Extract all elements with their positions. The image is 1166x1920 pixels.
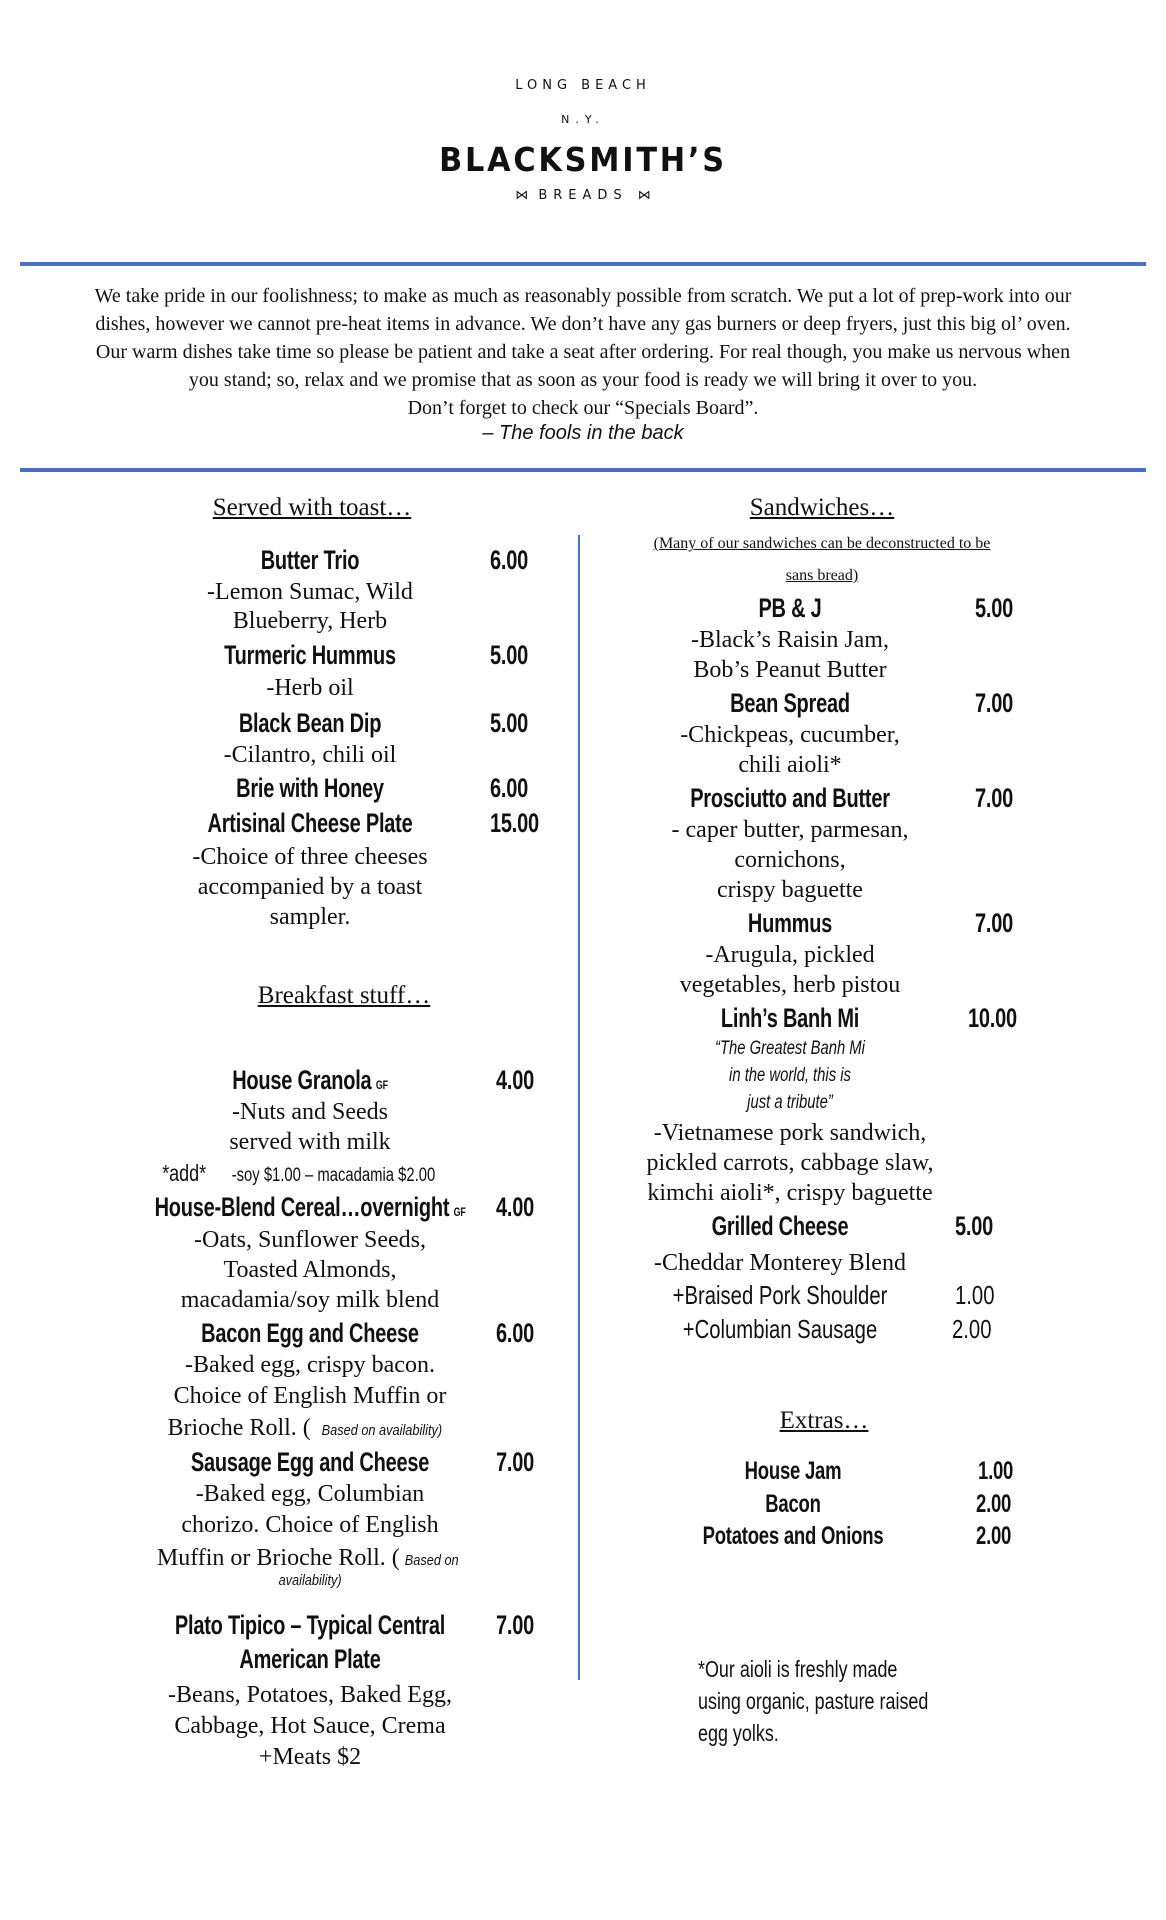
- logo-name: BLACKSMITH’S: [439, 140, 727, 179]
- sandwich-heading: Sandwiches…: [749, 494, 895, 521]
- extra-bacon-price: 2.00: [976, 1490, 1012, 1518]
- extra-house-jam-price: 1.00: [978, 1457, 1014, 1485]
- black-bean-price: 5.00: [490, 708, 529, 738]
- bacon-egg-desc-2: Choice of English Muffin or: [173, 1383, 447, 1409]
- sausage-egg-desc-1: -Baked egg, Columbian: [195, 1481, 425, 1507]
- plato-desc-1: -Beans, Potatoes, Baked Egg,: [168, 1682, 452, 1708]
- middle-divider: [20, 468, 1146, 472]
- banh-mi-desc-3: kimchi aioli*, crispy baguette: [647, 1180, 933, 1206]
- breakfast-heading: Breakfast stuff…: [257, 982, 431, 1009]
- intro-line-2: dishes, however we cannot pre-heat items in advance. We don’t have any gas burners or deep fryers, just this big ol’ oven.: [95, 313, 1071, 335]
- hummus-price: 7.00: [975, 908, 1014, 938]
- sandwich-note-1: (Many of our sandwiches can be deconstructed to be: [653, 535, 991, 552]
- prosciutto-price: 7.00: [975, 783, 1014, 813]
- intro-signature: – The fools in the back: [482, 422, 684, 444]
- granola-add-text: -soy $1.00 – macadamia $2.00: [231, 1165, 435, 1186]
- turmeric-name: Turmeric Hummus: [224, 640, 396, 670]
- pbj-price: 5.00: [975, 593, 1014, 623]
- grilled-cheese-desc: -Cheddar Monterey Blend: [654, 1250, 906, 1276]
- prosciutto-desc-1: - caper butter, parmesan,: [671, 817, 909, 843]
- bacon-egg-desc-3: [110, 1413, 510, 1446]
- aioli-footnote-1: *Our aioli is freshly made: [698, 1656, 898, 1682]
- granola-price: 4.00: [496, 1065, 535, 1095]
- grilled-cheese-addon-1: +Braised Pork Shoulder: [672, 1280, 888, 1310]
- sausage-egg-price: 7.00: [496, 1447, 535, 1477]
- bacon-egg-desc-3-text: Brioche Roll. (: [167, 1415, 311, 1441]
- logo-subtitle-text: BREADS: [538, 188, 628, 203]
- cereal-name: [155, 1192, 466, 1223]
- turmeric-desc: -Herb oil: [266, 675, 354, 701]
- bean-spread-price: 7.00: [975, 688, 1014, 718]
- logo-state: N.Y.: [561, 113, 605, 126]
- prosciutto-desc-2: cornichons,: [734, 847, 846, 873]
- prosciutto-desc-3: crispy baguette: [717, 877, 863, 903]
- grilled-cheese-addon-1-price: 1.00: [955, 1280, 995, 1310]
- cereal-name-text: House-Blend Cereal…overnight: [154, 1192, 450, 1222]
- banh-mi-quote-2: in the world, this is: [729, 1065, 851, 1086]
- grilled-cheese-addon-2-price: 2.00: [952, 1314, 992, 1344]
- plato-desc-2: Cabbage, Hot Sauce, Crema: [174, 1713, 446, 1739]
- extras-heading: Extras…: [779, 1407, 869, 1434]
- prosciutto-name: Prosciutto and Butter: [690, 783, 890, 813]
- grilled-cheese-addon-2: +Columbian Sausage: [682, 1314, 878, 1344]
- granola-desc-2: served with milk: [229, 1129, 391, 1155]
- plato-name-a: Plato Tipico – Typical Central: [174, 1610, 446, 1640]
- banh-mi-name: Linh’s Banh Mi: [720, 1003, 860, 1033]
- banh-mi-quote-3: just a tribute”: [747, 1092, 833, 1113]
- bowtie-left-icon: ⋈: [515, 188, 529, 203]
- bean-spread-name: Bean Spread: [730, 688, 850, 718]
- extra-bacon-name: Bacon: [765, 1490, 821, 1518]
- cereal-gf-badge: GF: [453, 1205, 466, 1219]
- hummus-name: Hummus: [747, 908, 833, 938]
- cheese-plate-desc-1: -Choice of three cheeses: [192, 844, 428, 870]
- butter-trio-desc-1: -Lemon Sumac, Wild: [207, 579, 413, 605]
- aioli-footnote-2: using organic, pasture raised: [698, 1688, 929, 1714]
- banh-mi-desc-2: pickled carrots, cabbage slaw,: [646, 1150, 934, 1176]
- granola-addons: [110, 1160, 510, 1187]
- intro-line-1: We take pride in our foolishness; to make as much as reasonably possible from scratch. We put a lot of prep-work into our: [94, 285, 1072, 307]
- extra-potatoes-price: 2.00: [976, 1522, 1012, 1550]
- bean-spread-desc-2: chili aioli*: [738, 752, 842, 778]
- banh-mi-quote-1: “The Greatest Banh Mi: [715, 1038, 865, 1059]
- butter-trio-name: Butter Trio: [260, 545, 360, 575]
- plato-price: 7.00: [496, 1610, 535, 1640]
- sausage-egg-desc-2: chorizo. Choice of English: [181, 1512, 439, 1538]
- top-divider: [20, 262, 1146, 266]
- grilled-cheese-name: Grilled Cheese: [711, 1211, 849, 1241]
- intro-line-3: Our warm dishes take time so please be patient and take a seat after ordering. For real though, you make us nervous when: [95, 341, 1071, 363]
- bacon-egg-price: 6.00: [496, 1318, 535, 1348]
- sausage-egg-availability-a: Based on: [404, 1552, 459, 1569]
- brie-name: Brie with Honey: [236, 773, 384, 803]
- cheese-plate-desc-3: sampler.: [269, 904, 351, 930]
- granola-add-label: *add*: [162, 1160, 207, 1186]
- bacon-egg-availability: Based on availability): [321, 1422, 442, 1439]
- cereal-desc-3: macadamia/soy milk blend: [180, 1287, 440, 1313]
- sandwich-note-2: sans bread): [785, 567, 859, 584]
- bacon-egg-name: Bacon Egg and Cheese: [201, 1318, 419, 1348]
- bean-spread-desc-1: -Chickpeas, cucumber,: [680, 722, 900, 748]
- banh-mi-desc-1: -Vietnamese pork sandwich,: [653, 1120, 927, 1146]
- column-divider: [578, 535, 580, 1680]
- cheese-plate-desc-2: accompanied by a toast: [197, 874, 423, 900]
- cheese-plate-name: Artisinal Cheese Plate: [207, 808, 413, 838]
- sausage-egg-availability-b-row: [110, 1572, 510, 1590]
- turmeric-price: 5.00: [490, 640, 529, 670]
- sausage-egg-desc-3-text: Muffin or Brioche Roll. (: [156, 1545, 400, 1571]
- pbj-desc-2: Bob’s Peanut Butter: [693, 657, 887, 683]
- logo-subtitle: [0, 188, 1166, 203]
- brie-price: 6.00: [490, 773, 529, 803]
- granola-desc-1: -Nuts and Seeds: [232, 1099, 388, 1125]
- butter-trio-desc-2: Blueberry, Herb: [232, 608, 388, 634]
- granola-gf-badge: GF: [375, 1078, 388, 1092]
- plato-name-b: American Plate: [239, 1644, 381, 1674]
- black-bean-desc: -Cilantro, chili oil: [223, 742, 397, 768]
- black-bean-name: Black Bean Dip: [238, 708, 382, 738]
- hummus-desc-1: -Arugula, pickled: [705, 942, 875, 968]
- intro-line-4: you stand; so, relax and we promise that as soon as your food is ready we will bring it over to you.: [188, 369, 978, 391]
- toast-heading: Served with toast…: [212, 494, 412, 521]
- logo-location: LONG BEACH: [515, 78, 651, 93]
- bacon-egg-desc-1: -Baked egg, crispy bacon.: [185, 1352, 435, 1378]
- hummus-desc-2: vegetables, herb pistou: [679, 972, 901, 998]
- cheese-plate-price: 15.00: [490, 808, 539, 838]
- butter-trio-price: 6.00: [490, 545, 529, 575]
- grilled-cheese-price: 5.00: [955, 1211, 994, 1241]
- cereal-desc-1: -Oats, Sunflower Seeds,: [194, 1227, 426, 1253]
- cereal-desc-2: Toasted Almonds,: [223, 1257, 397, 1283]
- extra-potatoes-name: Potatoes and Onions: [702, 1522, 884, 1550]
- sausage-egg-name: Sausage Egg and Cheese: [190, 1447, 430, 1477]
- granola-name-text: House Granola: [232, 1065, 372, 1095]
- intro-line-5: Don’t forget to check our “Specials Board”.: [407, 397, 759, 419]
- sausage-egg-availability-b: availability): [278, 1572, 342, 1589]
- pbj-name: PB & J: [758, 593, 822, 623]
- aioli-footnote-3: egg yolks.: [698, 1720, 779, 1746]
- cereal-price: 4.00: [496, 1192, 535, 1222]
- banh-mi-price: 10.00: [968, 1003, 1017, 1033]
- pbj-desc-1: -Black’s Raisin Jam,: [691, 627, 889, 653]
- extra-house-jam-name: House Jam: [744, 1457, 842, 1485]
- plato-desc-3: +Meats $2: [258, 1744, 362, 1770]
- bowtie-right-icon: ⋈: [637, 188, 651, 203]
- granola-name: [162, 1065, 458, 1096]
